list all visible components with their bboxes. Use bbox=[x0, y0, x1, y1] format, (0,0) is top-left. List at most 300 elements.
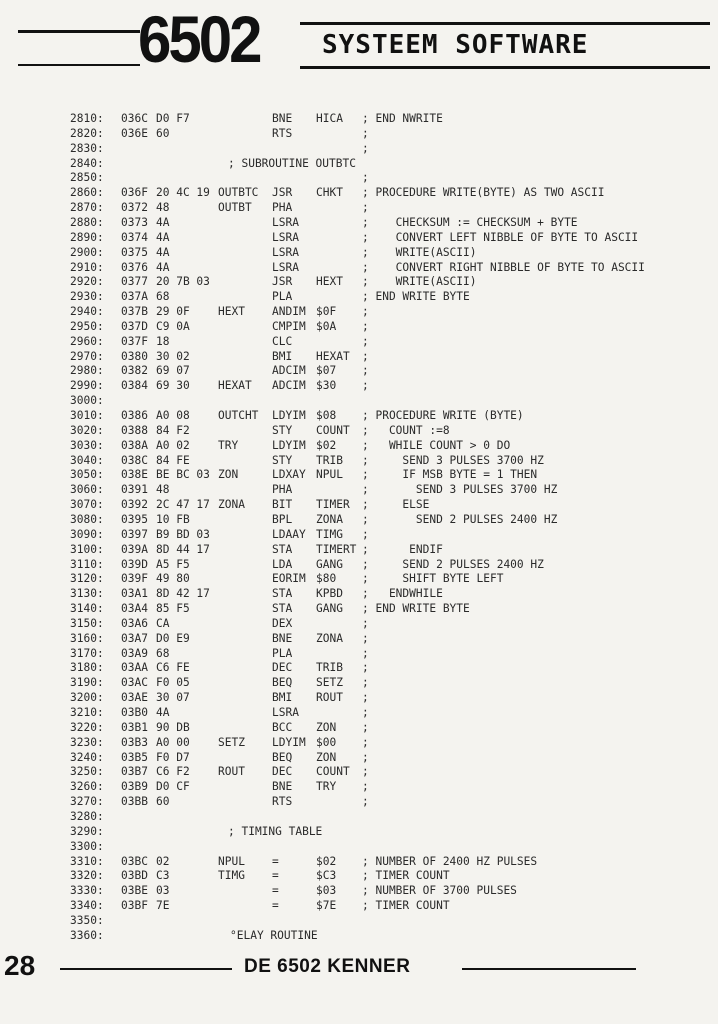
comment: ; SEND 2 PULSES 2400 HZ bbox=[362, 557, 544, 571]
comment: ; IF MSB BYTE = 1 THEN bbox=[362, 468, 538, 482]
line-number: 3040: bbox=[70, 453, 104, 467]
comment: ; bbox=[362, 334, 369, 348]
mnemonic: BCC bbox=[272, 720, 293, 734]
hex-bytes: 30 07 bbox=[156, 691, 190, 705]
logo-6502: 6502 bbox=[138, 2, 260, 77]
hex-bytes: C9 0A bbox=[156, 319, 190, 333]
address: 036E bbox=[121, 126, 148, 140]
mnemonic: = bbox=[272, 899, 279, 912]
mnemonic: CMPIM bbox=[272, 319, 306, 333]
listing-row bbox=[0, 602, 718, 616]
address: 0384 bbox=[121, 379, 148, 393]
asm-label: OUTCHT bbox=[218, 409, 259, 422]
listing-row bbox=[0, 795, 718, 809]
hex-bytes: F0 D7 bbox=[156, 750, 190, 764]
address: 03AC bbox=[121, 676, 148, 690]
mnemonic: LDXAY bbox=[272, 468, 306, 482]
address: 0391 bbox=[121, 483, 148, 497]
line-number: 3100: bbox=[70, 542, 104, 556]
line-number: 3160: bbox=[70, 631, 104, 645]
address: 03A9 bbox=[121, 646, 148, 660]
listing-row bbox=[0, 439, 718, 453]
address: 0376 bbox=[121, 260, 148, 274]
mnemonic: BNE bbox=[272, 631, 293, 645]
mnemonic: DEC bbox=[272, 661, 293, 675]
address: 038A bbox=[121, 438, 148, 452]
listing-row bbox=[0, 751, 718, 765]
comment: ; bbox=[362, 379, 369, 393]
line-number: 3210: bbox=[70, 706, 104, 719]
mnemonic: LDA bbox=[272, 557, 293, 571]
listing-row bbox=[0, 765, 718, 779]
listing-row bbox=[0, 543, 718, 557]
mnemonic: RTS bbox=[272, 795, 293, 809]
address: 037F bbox=[121, 334, 148, 348]
mnemonic: PHA bbox=[272, 483, 293, 497]
comment: ; SEND 2 PULSES 2400 HZ bbox=[362, 513, 558, 526]
mnemonic: LSRA bbox=[272, 260, 299, 274]
address: 0397 bbox=[121, 527, 148, 541]
mnemonic: BEQ bbox=[272, 750, 293, 764]
mnemonic: LDYIM bbox=[272, 735, 306, 749]
operand: TRY bbox=[316, 780, 337, 794]
listing-row bbox=[0, 780, 718, 794]
listing-row bbox=[0, 587, 718, 601]
mnemonic: LDYIM bbox=[272, 409, 306, 422]
comment: ; NUMBER OF 3700 PULSES bbox=[362, 884, 517, 898]
line-number: 3230: bbox=[70, 735, 104, 749]
address: 03BD bbox=[121, 869, 148, 883]
asm-label: HEXT bbox=[218, 305, 245, 318]
operand: COUNT bbox=[316, 423, 350, 437]
listing-row bbox=[0, 899, 718, 913]
mnemonic: BNE bbox=[272, 780, 293, 794]
line-number: 2910: bbox=[70, 260, 104, 274]
operand: $80 bbox=[316, 572, 337, 586]
line-number: 3050: bbox=[70, 468, 104, 482]
listing-row bbox=[0, 661, 718, 675]
listing-row bbox=[0, 721, 718, 735]
line-number: 3090: bbox=[70, 527, 104, 541]
listing-row bbox=[0, 676, 718, 690]
address: 03B9 bbox=[121, 780, 148, 794]
mnemonic: LSRA bbox=[272, 215, 299, 229]
mnemonic: BPL bbox=[272, 513, 293, 526]
line-number: 3280: bbox=[70, 809, 104, 823]
operand: ZONA bbox=[316, 631, 343, 645]
comment: ; bbox=[362, 171, 369, 185]
listing-row bbox=[0, 275, 718, 289]
address: 0380 bbox=[121, 349, 148, 363]
listing-row bbox=[0, 884, 718, 898]
line-number: 3070: bbox=[70, 498, 104, 512]
mnemonic: ; SUBROUTINE OUTBTC bbox=[228, 156, 356, 170]
mnemonic: PHA bbox=[272, 201, 293, 215]
hex-bytes: 48 bbox=[156, 201, 170, 215]
comment: ; bbox=[362, 141, 369, 155]
hex-bytes: 85 F5 bbox=[156, 602, 190, 615]
comment: ; CONVERT RIGHT NIBBLE OF BYTE TO ASCII bbox=[362, 260, 645, 274]
hex-bytes: 10 FB bbox=[156, 513, 190, 526]
line-number: 3290: bbox=[70, 824, 104, 838]
address: 0395 bbox=[121, 513, 148, 526]
line-number: 2990: bbox=[70, 379, 104, 393]
operand: $02 bbox=[316, 854, 337, 868]
comment: ; bbox=[362, 201, 369, 215]
hex-bytes: 60 bbox=[156, 126, 170, 140]
line-number: 3320: bbox=[70, 869, 104, 883]
listing-row bbox=[0, 201, 718, 215]
operand: ZON bbox=[316, 750, 337, 764]
address: 0392 bbox=[121, 498, 148, 512]
mnemonic: RTS bbox=[272, 126, 293, 140]
hex-bytes: 18 bbox=[156, 334, 170, 348]
hex-bytes: A0 00 bbox=[156, 735, 190, 749]
listing-row bbox=[0, 513, 718, 527]
hex-bytes: 69 07 bbox=[156, 364, 190, 378]
hex-bytes: 68 bbox=[156, 290, 170, 304]
header-rule-right-top bbox=[300, 22, 710, 25]
asm-label: ROUT bbox=[218, 765, 245, 779]
line-number: 3310: bbox=[70, 854, 104, 868]
listing-row bbox=[0, 736, 718, 750]
asm-label: OUTBT bbox=[218, 201, 252, 215]
operand: NPUL bbox=[316, 468, 343, 482]
comment: ; CHECKSUM := CHECKSUM + BYTE bbox=[362, 215, 578, 229]
mnemonic: PLA bbox=[272, 290, 293, 304]
line-number: 3130: bbox=[70, 587, 104, 601]
address: 0386 bbox=[121, 409, 148, 422]
address: 036F bbox=[121, 186, 148, 200]
address: 03AE bbox=[121, 691, 148, 705]
listing-row bbox=[0, 617, 718, 631]
operand: $03 bbox=[316, 884, 337, 898]
footer-rule-right bbox=[462, 968, 636, 970]
listing-row bbox=[0, 706, 718, 720]
mnemonic: STA bbox=[272, 602, 293, 615]
line-number: 3360: bbox=[70, 928, 104, 942]
address: 0388 bbox=[121, 423, 148, 437]
mnemonic: LSRA bbox=[272, 245, 299, 259]
hex-bytes: 8D 44 17 bbox=[156, 542, 210, 556]
hex-bytes: 30 02 bbox=[156, 349, 190, 363]
line-number: 2920: bbox=[70, 275, 104, 289]
comment: ; WRITE(ASCII) bbox=[362, 275, 477, 289]
footer-title: DE 6502 KENNER bbox=[244, 956, 411, 977]
listing-row bbox=[0, 825, 718, 839]
mnemonic: BIT bbox=[272, 498, 293, 512]
comment: ; ELSE bbox=[362, 498, 430, 512]
comment: ; bbox=[362, 631, 369, 645]
mnemonic: JSR bbox=[272, 186, 293, 200]
line-number: 2980: bbox=[70, 364, 104, 378]
operand: $C3 bbox=[316, 869, 337, 883]
listing-row bbox=[0, 483, 718, 497]
asm-label: TRY bbox=[218, 438, 239, 452]
mnemonic: CLC bbox=[272, 334, 293, 348]
hex-bytes: C6 FE bbox=[156, 661, 190, 675]
mnemonic: = bbox=[272, 869, 279, 883]
header-rule-right-bottom bbox=[300, 66, 710, 69]
listing-row bbox=[0, 855, 718, 869]
listing-row bbox=[0, 558, 718, 572]
operand: TRIB bbox=[316, 453, 343, 467]
address: 039F bbox=[121, 572, 148, 586]
address: 0382 bbox=[121, 364, 148, 378]
comment: ; bbox=[362, 364, 369, 378]
listing-row bbox=[0, 157, 718, 171]
listing-row bbox=[0, 914, 718, 928]
operand: $07 bbox=[316, 364, 337, 378]
hex-bytes: 03 bbox=[156, 884, 170, 898]
comment: ; bbox=[362, 735, 369, 749]
address: 036C bbox=[121, 112, 148, 125]
address: 03BF bbox=[121, 899, 148, 912]
address: 03AA bbox=[121, 661, 148, 675]
line-number: 3330: bbox=[70, 884, 104, 898]
asm-label: TIMG bbox=[218, 869, 245, 883]
listing-row bbox=[0, 320, 718, 334]
listing-row bbox=[0, 454, 718, 468]
hex-bytes: 68 bbox=[156, 646, 170, 660]
address: 03BB bbox=[121, 795, 148, 809]
line-number: 3030: bbox=[70, 438, 104, 452]
listing-row bbox=[0, 350, 718, 364]
address: 038E bbox=[121, 468, 148, 482]
hex-bytes: 4A bbox=[156, 260, 170, 274]
address: 03A1 bbox=[121, 587, 148, 601]
page-header bbox=[0, 0, 718, 90]
listing-row bbox=[0, 468, 718, 482]
mnemonic: BEQ bbox=[272, 676, 293, 690]
listing-row bbox=[0, 498, 718, 512]
hex-bytes: 84 F2 bbox=[156, 423, 190, 437]
operand: $00 bbox=[316, 735, 337, 749]
line-number: 3150: bbox=[70, 616, 104, 630]
line-number: 2890: bbox=[70, 230, 104, 244]
hex-bytes: A0 08 bbox=[156, 409, 190, 422]
line-number: 3340: bbox=[70, 899, 104, 912]
address: 039A bbox=[121, 542, 148, 556]
line-number: 2950: bbox=[70, 319, 104, 333]
asm-label: ZONA bbox=[218, 498, 245, 512]
address: 0372 bbox=[121, 201, 148, 215]
comment: ; NUMBER OF 2400 HZ PULSES bbox=[362, 854, 538, 868]
hex-bytes: 60 bbox=[156, 795, 170, 809]
listing-row bbox=[0, 290, 718, 304]
operand: ZONA bbox=[316, 513, 343, 526]
hex-bytes: 69 30 bbox=[156, 379, 190, 393]
line-number: 2820: bbox=[70, 126, 104, 140]
line-number: 3300: bbox=[70, 839, 104, 853]
comment: ; CONVERT LEFT NIBBLE OF BYTE TO ASCII bbox=[362, 230, 639, 244]
comment: ; TIMER COUNT bbox=[362, 899, 450, 912]
comment: ; END WRITE BYTE bbox=[362, 602, 470, 615]
mnemonic: ADCIM bbox=[272, 364, 306, 378]
line-number: 2940: bbox=[70, 305, 104, 318]
operand: COUNT bbox=[316, 765, 350, 779]
line-number: 2960: bbox=[70, 334, 104, 348]
hex-bytes: F0 05 bbox=[156, 676, 190, 690]
header-rule-left-lower bbox=[18, 64, 140, 66]
comment: ; WRITE(ASCII) bbox=[362, 245, 477, 259]
listing-row bbox=[0, 929, 718, 943]
operand: HICA bbox=[316, 112, 343, 125]
line-number: 3000: bbox=[70, 394, 104, 408]
line-number: 3140: bbox=[70, 602, 104, 615]
hex-bytes: 48 bbox=[156, 483, 170, 497]
line-number: 3240: bbox=[70, 750, 104, 764]
address: 03B5 bbox=[121, 750, 148, 764]
operand: TRIB bbox=[316, 661, 343, 675]
mnemonic: STY bbox=[272, 423, 293, 437]
comment: ; COUNT :=8 bbox=[362, 423, 450, 437]
comment: ; bbox=[362, 661, 369, 675]
footer-rule-left bbox=[60, 968, 232, 970]
comment: ; SHIFT BYTE LEFT bbox=[362, 572, 504, 586]
hex-bytes: 4A bbox=[156, 230, 170, 244]
listing-row bbox=[0, 171, 718, 185]
comment: ; bbox=[362, 305, 369, 318]
mnemonic: EORIM bbox=[272, 572, 306, 586]
comment: ; bbox=[362, 676, 369, 690]
address: 03B7 bbox=[121, 765, 148, 779]
hex-bytes: 20 4C 19 bbox=[156, 186, 210, 200]
operand: $08 bbox=[316, 409, 337, 422]
hex-bytes: C3 bbox=[156, 869, 170, 883]
mnemonic: LSRA bbox=[272, 230, 299, 244]
hex-bytes: C6 F2 bbox=[156, 765, 190, 779]
comment: ; bbox=[362, 720, 369, 734]
address: 03B0 bbox=[121, 706, 148, 719]
line-number: 3170: bbox=[70, 646, 104, 660]
address: 037A bbox=[121, 290, 148, 304]
line-number: 3200: bbox=[70, 691, 104, 705]
listing-row bbox=[0, 261, 718, 275]
comment: ; PROCEDURE WRITE(BYTE) AS TWO ASCII bbox=[362, 186, 605, 200]
line-number: 2880: bbox=[70, 215, 104, 229]
hex-bytes: 4A bbox=[156, 706, 170, 719]
listing-row bbox=[0, 142, 718, 156]
asm-label: NPUL bbox=[218, 854, 245, 868]
comment: ; bbox=[362, 527, 369, 541]
line-number: 2930: bbox=[70, 290, 104, 304]
listing-row bbox=[0, 379, 718, 393]
operand: KPBD bbox=[316, 587, 343, 601]
address: 03BE bbox=[121, 884, 148, 898]
comment: ; bbox=[362, 750, 369, 764]
mnemonic: LDYIM bbox=[272, 438, 306, 452]
line-number: 3250: bbox=[70, 765, 104, 779]
mnemonic: STY bbox=[272, 453, 293, 467]
listing-row bbox=[0, 216, 718, 230]
comment: ; bbox=[362, 706, 369, 719]
mnemonic: PLA bbox=[272, 646, 293, 660]
asm-label: HEXAT bbox=[218, 379, 252, 393]
hex-bytes: BE BC 03 bbox=[156, 468, 210, 482]
hex-bytes: 49 80 bbox=[156, 572, 190, 586]
listing-row bbox=[0, 231, 718, 245]
operand: $02 bbox=[316, 438, 337, 452]
listing-row bbox=[0, 364, 718, 378]
address: 0375 bbox=[121, 245, 148, 259]
asm-label: SETZ bbox=[218, 735, 245, 749]
hex-bytes: D0 F7 bbox=[156, 112, 190, 125]
operand: $0F bbox=[316, 305, 337, 318]
line-number: 3350: bbox=[70, 913, 104, 927]
comment: ; bbox=[362, 795, 369, 809]
operand: HEXT bbox=[316, 275, 343, 289]
comment: ; END NWRITE bbox=[362, 112, 443, 125]
mnemonic: = bbox=[272, 854, 279, 868]
line-number: 3190: bbox=[70, 676, 104, 690]
line-number: 3080: bbox=[70, 513, 104, 526]
comment: ; PROCEDURE WRITE (BYTE) bbox=[362, 409, 524, 422]
hex-bytes: 84 FE bbox=[156, 453, 190, 467]
hex-bytes: A5 F5 bbox=[156, 557, 190, 571]
operand: ROUT bbox=[316, 691, 343, 705]
listing-row bbox=[0, 869, 718, 883]
operand: GANG bbox=[316, 602, 343, 615]
listing-row bbox=[0, 647, 718, 661]
hex-bytes: 4A bbox=[156, 245, 170, 259]
line-number: 3180: bbox=[70, 661, 104, 675]
operand: TIMERT bbox=[316, 542, 357, 556]
address: 03B3 bbox=[121, 735, 148, 749]
asm-label: ZON bbox=[218, 468, 239, 482]
header-rule-left bbox=[18, 30, 140, 33]
comment: ; SEND 3 PULSES 3700 HZ bbox=[362, 453, 544, 467]
comment: ; ENDWHILE bbox=[362, 587, 443, 601]
mnemonic: = bbox=[272, 884, 279, 898]
operand: HEXAT bbox=[316, 349, 350, 363]
hex-bytes: D0 CF bbox=[156, 780, 190, 794]
address: 03A4 bbox=[121, 602, 148, 615]
mnemonic: BMI bbox=[272, 691, 293, 705]
listing-row bbox=[0, 424, 718, 438]
address: 03B1 bbox=[121, 720, 148, 734]
address: 0373 bbox=[121, 215, 148, 229]
hex-bytes: CA bbox=[156, 616, 170, 630]
comment: ; bbox=[362, 780, 369, 794]
address: 038C bbox=[121, 453, 148, 467]
hex-bytes: 7E bbox=[156, 899, 170, 912]
comment: ; ENDIF bbox=[362, 542, 443, 556]
operand: CHKT bbox=[316, 186, 343, 200]
mnemonic: JSR bbox=[272, 275, 293, 289]
listing-row bbox=[0, 335, 718, 349]
listing-row bbox=[0, 572, 718, 586]
listing-row bbox=[0, 127, 718, 141]
line-number: 3220: bbox=[70, 720, 104, 734]
comment: ; bbox=[362, 765, 369, 779]
line-number: 2830: bbox=[70, 141, 104, 155]
listing-row bbox=[0, 112, 718, 126]
operand: $30 bbox=[316, 379, 337, 393]
line-number: 3110: bbox=[70, 557, 104, 571]
comment: ; bbox=[362, 126, 369, 140]
comment: ; TIMER COUNT bbox=[362, 869, 450, 883]
mnemonic: LDAAY bbox=[272, 527, 306, 541]
mnemonic: LSRA bbox=[272, 706, 299, 719]
listing-row bbox=[0, 186, 718, 200]
hex-bytes: 2C 47 17 bbox=[156, 498, 210, 512]
line-number: 2900: bbox=[70, 245, 104, 259]
listing-row bbox=[0, 246, 718, 260]
listing-row bbox=[0, 394, 718, 408]
operand: TIMER bbox=[316, 498, 350, 512]
comment: ; bbox=[362, 349, 369, 363]
